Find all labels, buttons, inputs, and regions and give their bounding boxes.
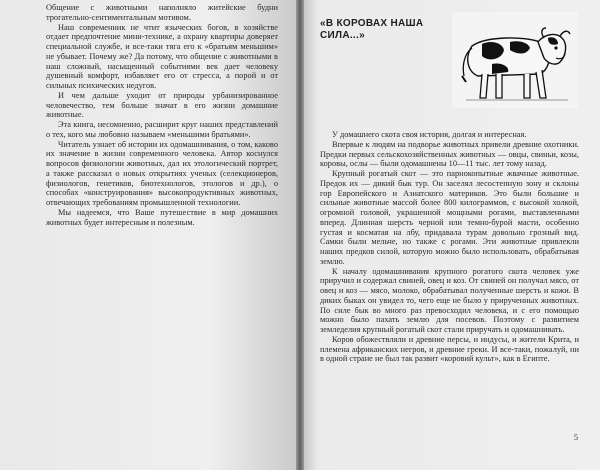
right-page-text (320, 130, 579, 364)
page-number: 5 (574, 433, 578, 442)
book-gutter (296, 0, 304, 470)
right-paragraph: Крупный рогатый скот — это парнокопытные жвачные животные. Предок их — дикий бык тур. Он заселял лесостепную зону и склоны гор Европейского и Азиатского материков. Это были большие и сильные животные массой более 800 килограммов, с высокой холкой, огромной головой, украшенной мощными рогами, выставленными вперед. Длинная шерсть черной или темно-бурой масти, особенно густая и косматая на лбу, придавала турам довольно грозный вид. Самки были мельче, но также с рогами. Эти животные привлекли наших предков силой, которую можно было использовать, обрабатывая землю. (320, 169, 579, 266)
left-page-text (46, 3, 278, 227)
right-page (300, 0, 600, 470)
cow-drawing-icon (452, 12, 578, 108)
right-paragraph: Впервые к людям на подворье животных привели древние охотники. Предки первых сельскохозяйственных животных — овцы, свиньи, козы, коровы, ослы — были одомашнены 10—11 тыс. лет тому назад. (320, 139, 579, 169)
left-paragraph: Наш современник не чтит языческих богов, в хозяйстве отдает предпочтение мини-технике, а охрану квартиры доверяет специальной службе, и все-таки тяга его к «братьям меньшим» не убывает. Почему же? Да потому, что общение с животными в наш сложный, насыщенный событиями век дает человеку душевный комфорт, избавляет его от стресса, а порой и от сильных психических недугов. (46, 22, 278, 90)
left-paragraph: И чем дальше уходит от природы урбанизированное человечество, тем больше значат в его жизни домашние животные. (46, 90, 278, 120)
right-paragraph: У домашнего скота своя история, долгая и интересная. (332, 130, 527, 139)
right-paragraph: Коров обожествляли и древние персы, и индусы, и жители Крита, и племена африканских негров, и древние греки. И все-таки, пожалуй, ни в одной стране не был так развит «коровий культ», как в Египте. (320, 334, 579, 364)
chapter-heading: «В КОРОВАХ НАША СИЛА...» (320, 18, 424, 41)
right-paragraph: К началу одомашнивания крупного рогатого скота человек уже приручил и содержал свиней, овец и коз. От свиней он получал мясо, от овец и коз — мясо, молоко, обрабатывал полученные шерсть и кожи. В диких быках он увидел то, чего еще не было у прирученных животных. По силе бык во много раз превосходил человека, и с его помощью можно было пахать землю для посевов. Поэтому с развитием земледелия крупный рогатый скот стали приручать и одомашнивать. (320, 266, 579, 334)
left-paragraph: Мы надеемся, что Ваше путешествие в мир домашних животных будет интересным и полезным. (46, 207, 278, 227)
cow-illustration (452, 12, 578, 108)
left-paragraph: Читатель узнает об истории их одомашнивания, о том, каково их значение в жизни современного человека. Автор коснулся вопросов физиологии животных, дал их этологический портрет, а также рассказал о новых открытиях ученых (селекционеров, физиологов, генетиков, биотехнологов, этологов и др.), о способах «конструирования» высокопродуктивных животных, отвечающих требованиям промышленной технологии. (46, 139, 278, 207)
left-paragraph: Общение с животными наполняло житейские будни трогательно-сентиментальным мотивом. (46, 3, 278, 22)
left-paragraph: Эта книга, несомненно, расширит круг наших представлений о тех, кого мы любовно называем «меньшими братьями». (46, 120, 278, 139)
